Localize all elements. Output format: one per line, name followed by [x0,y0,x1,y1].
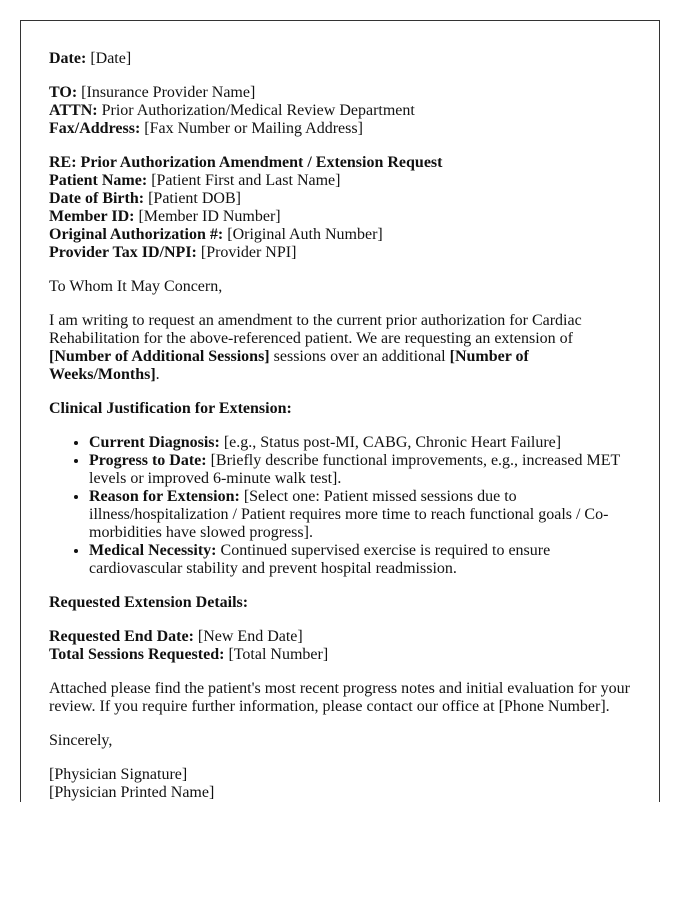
to-value: [Insurance Provider Name] [81,84,256,101]
date-label: Date: [49,50,87,67]
original-auth-line [49,226,634,244]
intro-paragraph [49,312,634,384]
field-label: Patient Name: [49,172,148,189]
field-value: [Provider NPI] [200,244,297,261]
extension-details [49,628,634,664]
sessions-placeholder: [Number of Additional Sessions] [49,348,270,365]
item-value: [Select one: Patient missed sessions due to illness/hospitalization / Patient requires more time to reach functional goals / Co-morbidities have slowed progress]. [89,488,609,541]
item-label: Reason for Extension: [89,488,240,505]
item-value: [e.g., Status post-MI, CABG, Chronic Heart Failure] [219,434,562,451]
attn-value: Prior Authorization/Medical Review Department [101,102,415,119]
extension-heading-text: Requested Extension Details: [49,594,249,611]
field-value: [Patient First and Last Name] [151,172,341,189]
total-sessions-line [49,646,634,664]
fax-line [49,120,634,138]
item-label: Current Diagnosis: [89,434,220,451]
field-label: Provider Tax ID/NPI: [49,244,197,261]
end-date-value: [New End Date] [197,628,303,645]
to-label: TO: [49,84,78,101]
letter-content [49,50,634,802]
field-label: Original Authorization #: [49,226,224,243]
item-value: [Briefly describe functional improvements, e.g., increased MET levels or improved 6-minute walk test]. [89,452,620,487]
patient-name-line [49,172,634,190]
end-date-label: Requested End Date: [49,628,194,645]
dob-line [49,190,634,208]
signoff: Sincerely, [49,732,113,749]
item-label: Medical Necessity: [89,542,217,559]
attn-line [49,102,634,120]
end-date-line [49,628,634,646]
justification-list [49,434,634,578]
justification-heading [49,400,634,418]
fax-label: Fax/Address: [49,120,141,137]
item-label: Progress to Date: [89,452,207,469]
intro-text: I am writing to request an amendment to the current prior authorization for Cardiac Rehabilitation for the above-referenced patient. We are requesting an extension of [49,312,582,347]
field-label: Member ID: [49,208,135,225]
total-sessions-value: [Total Number] [228,646,329,663]
re-subject: RE: Prior Authorization Amendment / Extension Request [49,154,443,171]
provider-npi-line [49,244,634,262]
field-label: Date of Birth: [49,190,145,207]
item-value: Continued supervised exercise is required to ensure cardiovascular stability and prevent hospital readmission. [89,542,551,577]
physician-printed-name: [Physician Printed Name] [49,784,215,801]
member-id-line [49,208,634,226]
list-item [89,488,634,542]
letter-page [20,20,660,802]
date-line [49,50,634,68]
to-line [49,84,634,102]
date-value: [Date] [90,50,132,67]
reference-block [49,154,634,262]
closing-paragraph: Attached please find the patient's most recent progress notes and initial evaluation for your review. If you require further information, please contact our office at [Phone Number]. [49,680,630,715]
signature-block [49,766,634,802]
recipient-block [49,84,634,138]
physician-signature: [Physician Signature] [49,766,188,783]
field-value: [Patient DOB] [148,190,241,207]
attn-label: ATTN: [49,102,98,119]
total-sessions-label: Total Sessions Requested: [49,646,225,663]
list-item [89,542,634,578]
list-item [89,434,634,452]
duration-placeholder: [Number of Weeks/Months] [49,348,529,383]
field-value: [Original Auth Number] [227,226,383,243]
field-value: [Member ID Number] [138,208,281,225]
justification-heading-text: Clinical Justification for Extension: [49,400,292,417]
intro-text: . [155,366,160,383]
fax-value: [Fax Number or Mailing Address] [144,120,363,137]
intro-text: sessions over an additional [269,348,450,365]
salutation: To Whom It May Concern, [49,278,223,295]
extension-heading [49,594,634,612]
list-item [89,452,634,488]
